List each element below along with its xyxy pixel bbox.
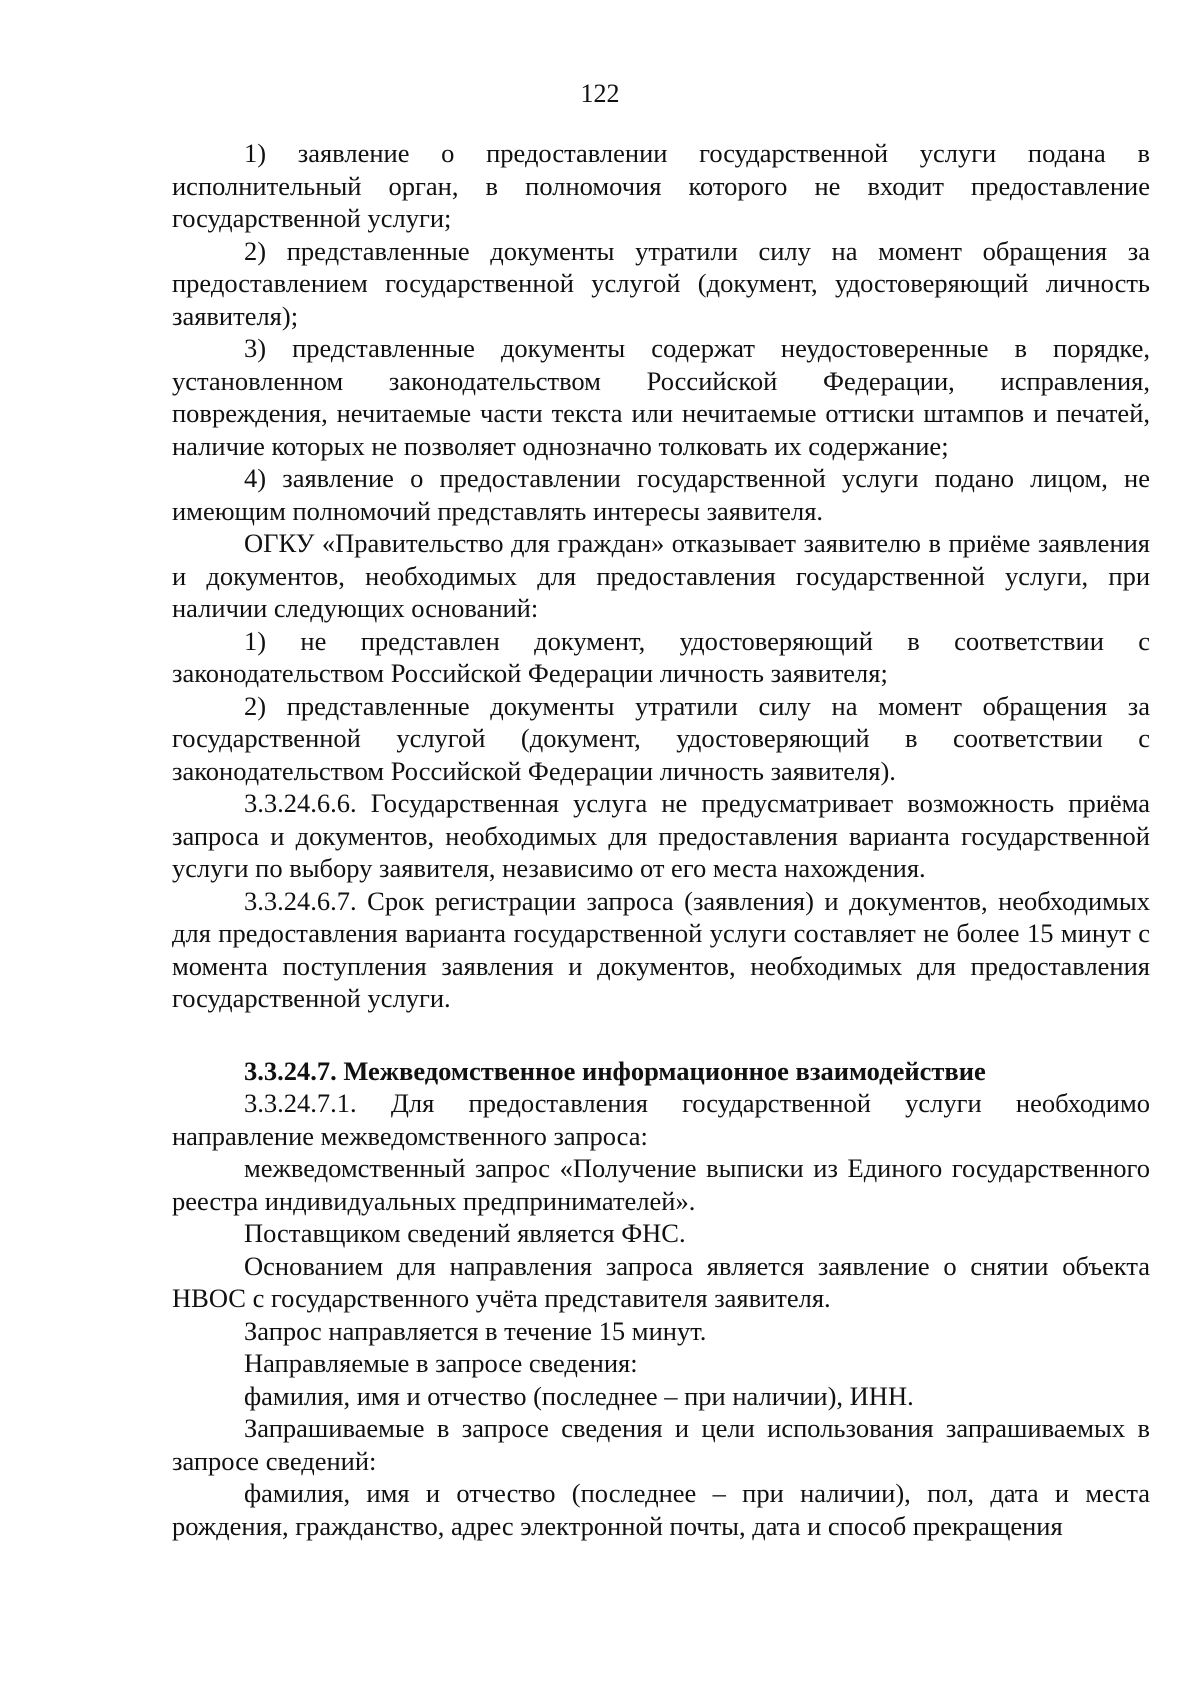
paragraph: 2) представленные документы утратили силу на момент обращения за государственной услугой (документ, удостоверяющий в соответствии с законодательством Российской Федерации личность заявителя). [172, 690, 1150, 786]
paragraph: фамилия, имя и отчество (последнее – при наличии), пол, дата и места рождения, гражданство, адрес электронной почты, дата и способ прекращения [172, 1478, 1150, 1541]
paragraph: Основанием для направления запроса является заявление о снятии объекта НВОС с государственного учёта представителя заявителя. [172, 1250, 1150, 1313]
paragraph: фамилия, имя и отчество (последнее – при наличии), ИНН. [244, 1380, 914, 1411]
page-number: 122 [580, 79, 620, 108]
paragraph: 2) представленные документы утратили силу на момент обращения за предоставлением государственной услугой (документ, удостоверяющий личность заявителя); [172, 235, 1150, 331]
paragraph: 1) заявление о предоставлении государственной услуги подана в исполнительный орган, в полномочия которого не входит предоставление государственной услуги; [172, 138, 1150, 233]
paragraph: Направляемые в запросе сведения: [244, 1348, 638, 1378]
document-body [172, 137, 1150, 1542]
section-heading: 3.3.24.7. Межведомственное информационное взаимодействие [244, 1055, 986, 1086]
paragraph: 3.3.24.7.1. Для предоставления государственной услуги необходимо направление межведомственного запроса: [172, 1088, 1150, 1151]
paragraph: 3) представленные документы содержат неудостоверенные в порядке, установленном законодательством Российской Федерации, исправления, повреждения, нечитаемые части текста или нечитаемые оттиски штампов и печатей, наличие которых не позволяет однозначно толковать их содержание; [172, 333, 1150, 461]
paragraph: ОГКУ «Правительство для граждан» отказывает заявителю в приёме заявления и документов, необходимых для предоставления государственной услуги, при наличии следующих оснований: [172, 528, 1150, 623]
paragraph: 1) не представлен документ, удостоверяющий в соответствии с законодательством Российской Федерации личность заявителя; [172, 625, 1150, 688]
paragraph: 3.3.24.6.7. Срок регистрации запроса (заявления) и документов, необходимых для предоставления варианта государственной услуги составляет не более 15 минут с момента поступления заявления и документов, необходимых для предоставления государственной услуги. [172, 885, 1150, 1013]
paragraph: 4) заявление о предоставлении государственной услуги подано лицом, не имеющим полномочий представлять интересы заявителя. [172, 463, 1150, 526]
paragraph: 3.3.24.6.6. Государственная услуга не предусматривает возможность приёма запроса и документов, необходимых для предоставления варианта государственной услуги по выбору заявителя, независимо от его места нахождения. [172, 788, 1150, 883]
paragraph: Запрос направляется в течение 15 минут. [244, 1315, 707, 1346]
paragraph: межведомственный запрос «Получение выписки из Единого государственного реестра индивидуальных предпринимателей». [172, 1153, 1150, 1216]
paragraph: Запрашиваемые в запросе сведения и цели использования запрашиваемых в запросе сведений: [172, 1413, 1150, 1476]
paragraph: Поставщиком сведений является ФНС. [244, 1218, 686, 1248]
